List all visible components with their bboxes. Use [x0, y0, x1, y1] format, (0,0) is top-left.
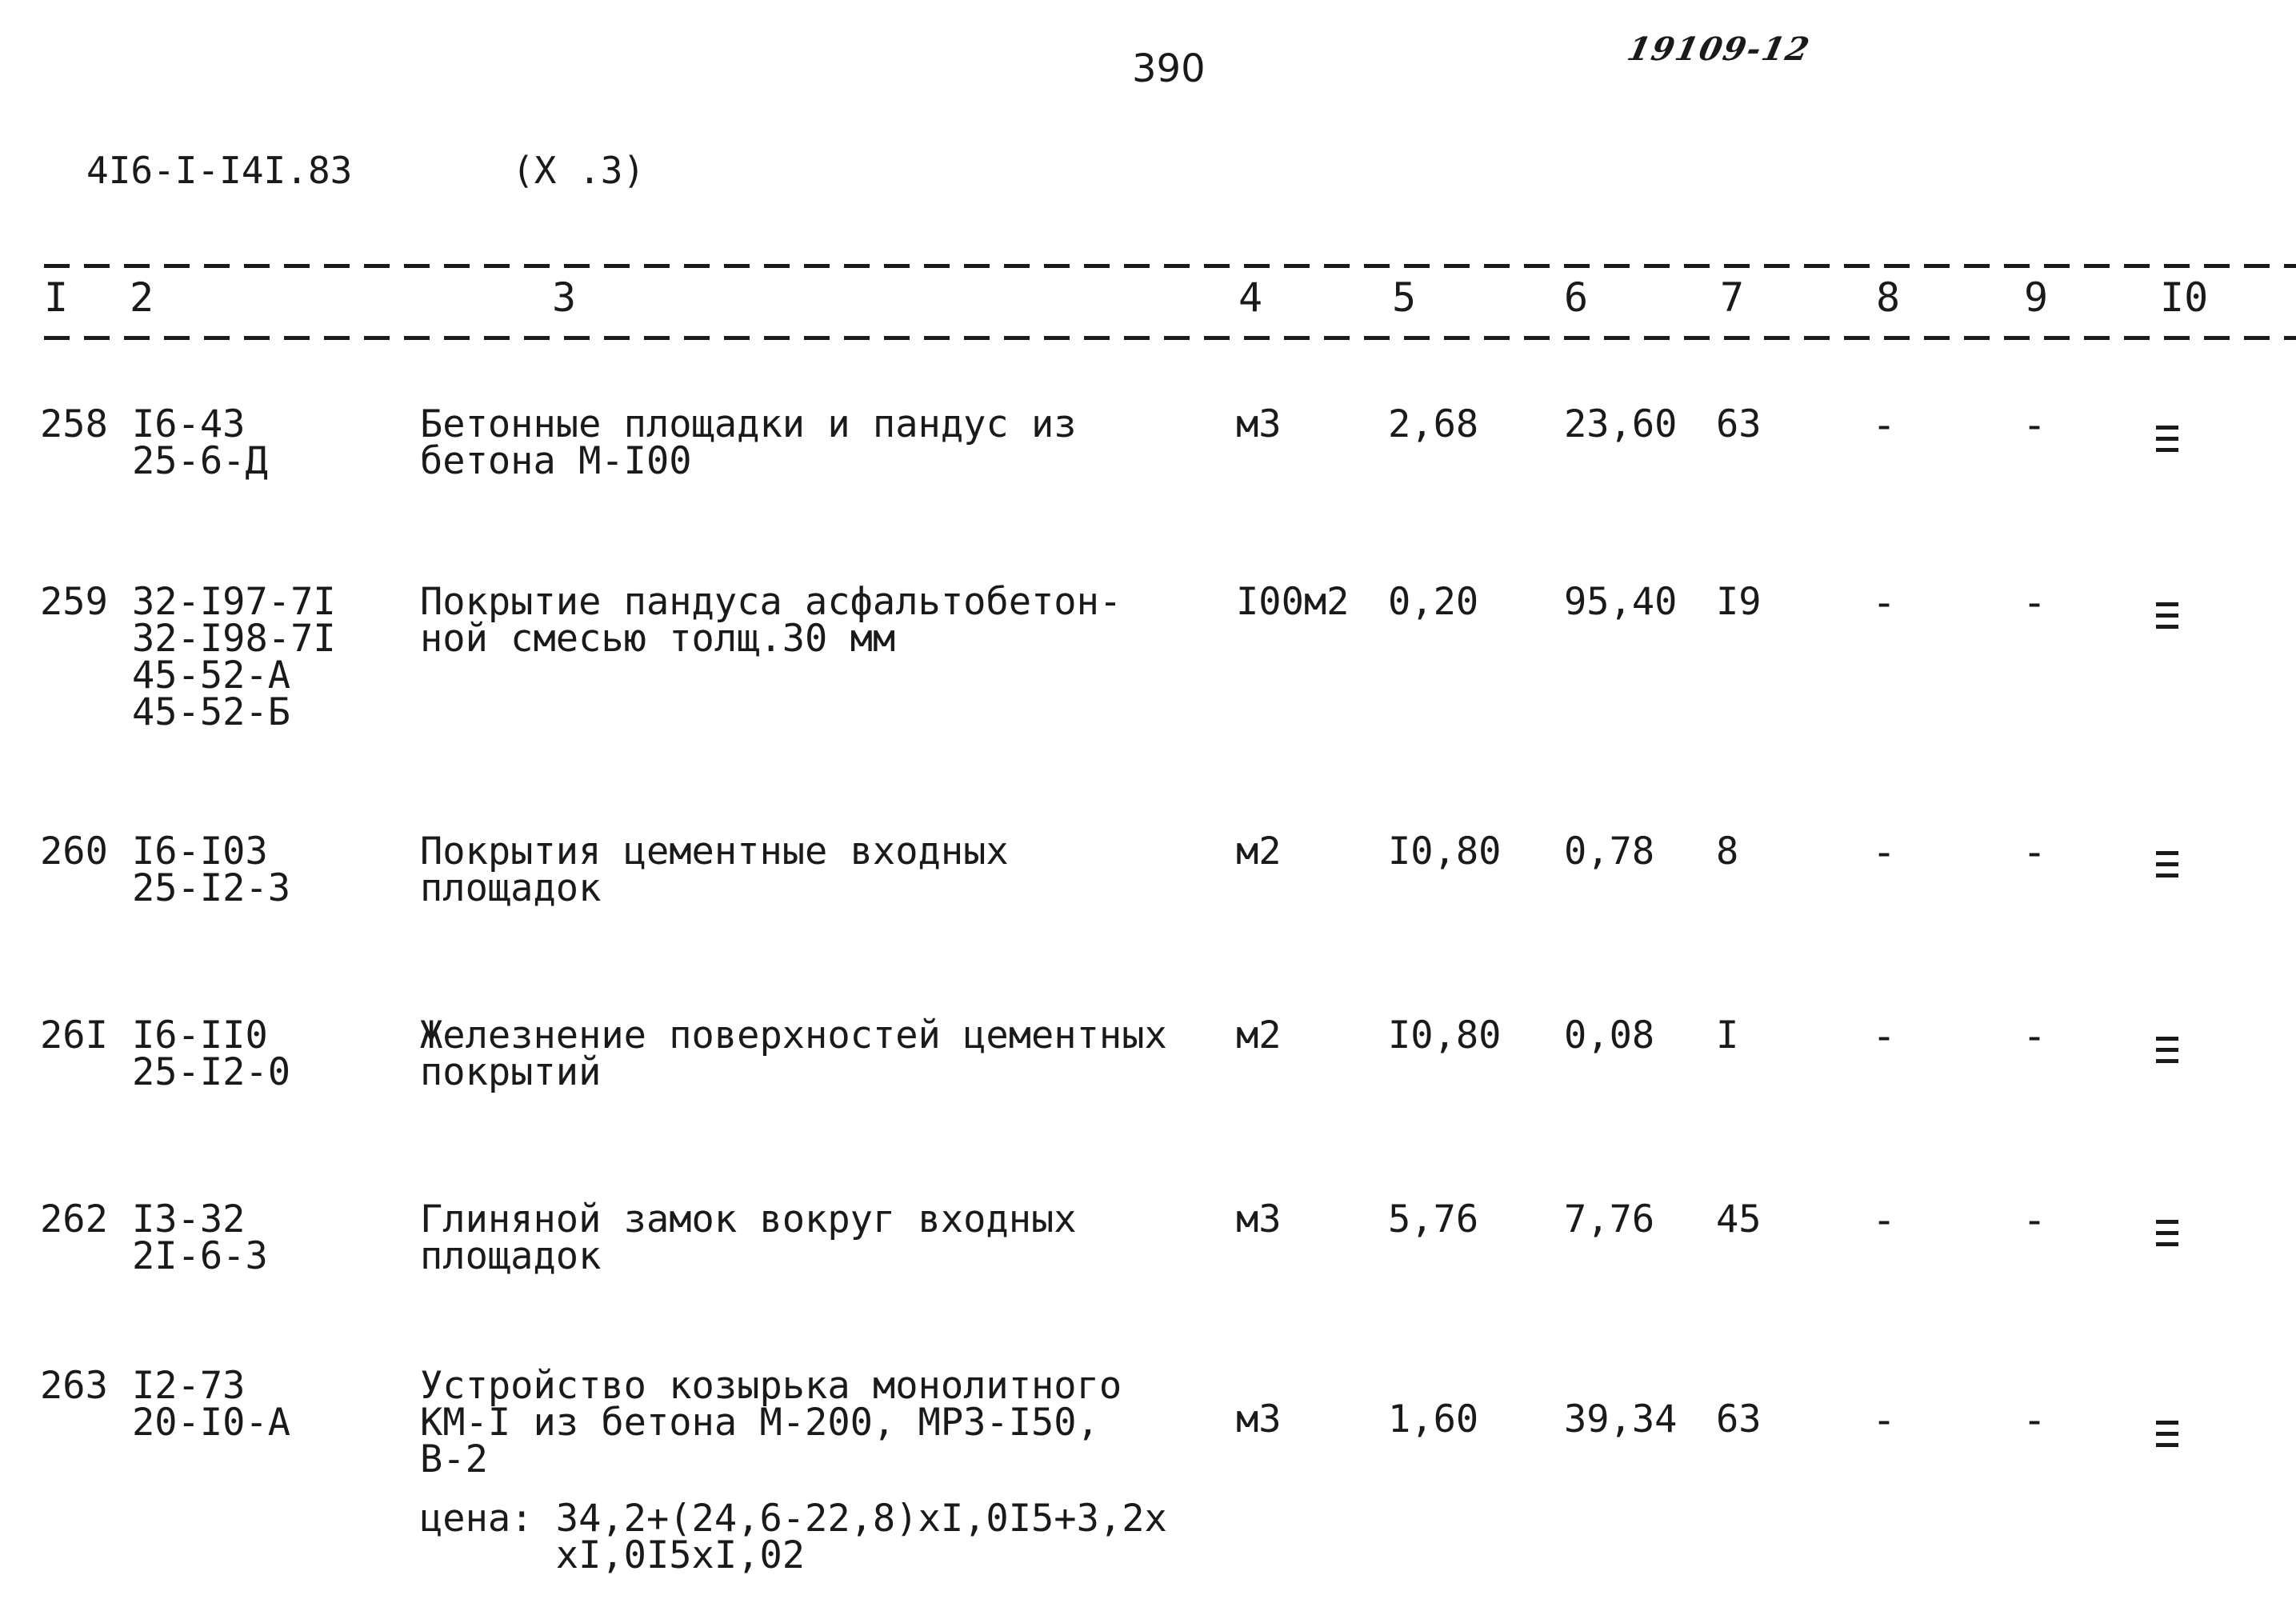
ditto-mark	[2156, 426, 2178, 459]
quantity: 0,20	[1388, 580, 1479, 624]
row-number: 258	[40, 402, 108, 446]
work-description: Покрытия цементные входных площадок	[420, 829, 1009, 910]
unit-price: 95,40	[1564, 580, 1678, 624]
quantity: I0,80	[1388, 829, 1502, 873]
unit-price: 0,78	[1564, 829, 1655, 873]
norm-codes: I6-II0 25-I2-0	[132, 1013, 291, 1094]
unit-price: 7,76	[1564, 1197, 1655, 1241]
ditto-mark	[2156, 602, 2178, 636]
column-header-6: 6	[1564, 274, 1589, 321]
total-cost: 63	[1716, 1397, 1762, 1441]
unit: м2	[1236, 1013, 1282, 1057]
doc-code: 4I6-I-I4I.83	[86, 149, 353, 192]
quantity: I0,80	[1388, 1013, 1502, 1057]
ditto-mark	[2156, 851, 2178, 885]
page-number: 390	[1132, 46, 1206, 91]
unit: м3	[1236, 1397, 1282, 1441]
col9-value: -	[2022, 579, 2047, 626]
total-cost: I9	[1716, 580, 1762, 624]
row-number: 26I	[40, 1013, 108, 1057]
column-header-9: 9	[2024, 274, 2049, 321]
doc-ref: (X .3)	[512, 149, 646, 192]
column-header-4: 4	[1238, 274, 1263, 321]
col9-value: -	[2022, 1197, 2047, 1243]
total-cost: I	[1716, 1013, 1739, 1057]
unit-price: 23,60	[1564, 402, 1678, 446]
col8-value: -	[1872, 1397, 1897, 1443]
col9-value: -	[2022, 1397, 2047, 1443]
col8-value: -	[1872, 1013, 1897, 1059]
row-number: 260	[40, 829, 108, 873]
total-cost: 45	[1716, 1197, 1762, 1241]
col8-value: -	[1872, 829, 1897, 875]
norm-codes: 32-I97-7I 32-I98-7I 45-52-А 45-52-Б	[132, 580, 336, 734]
work-description: Глиняной замок вокруг входных площадок	[420, 1197, 1077, 1278]
total-cost: 63	[1716, 402, 1762, 446]
column-header-1: I	[44, 274, 69, 321]
norm-codes: I2-73 20-I0-А	[132, 1364, 291, 1445]
unit-price: 39,34	[1564, 1397, 1678, 1441]
unit-price: 0,08	[1564, 1013, 1655, 1057]
col8-value: -	[1872, 402, 1897, 448]
ditto-mark	[2156, 1037, 2178, 1070]
unit: м3	[1236, 402, 1282, 446]
quantity: 5,76	[1388, 1197, 1479, 1241]
column-header-7: 7	[1720, 274, 1745, 321]
norm-codes: I6-I03 25-I2-3	[132, 829, 291, 910]
norm-codes: I6-43 25-6-Д	[132, 402, 268, 483]
col9-value: -	[2022, 1013, 2047, 1059]
column-header-3: 3	[552, 274, 577, 321]
total-cost: 8	[1716, 829, 1739, 873]
work-description: Покрытие пандуса асфальтобетон- ной смесью толщ.30 мм	[420, 580, 1122, 661]
row-number: 259	[40, 580, 108, 624]
row-number: 262	[40, 1197, 108, 1241]
column-header-8: 8	[1876, 274, 1901, 321]
work-description: Железнение поверхностей цементных покрытий	[420, 1013, 1167, 1094]
ditto-mark	[2156, 1220, 2178, 1253]
unit: м2	[1236, 829, 1282, 873]
price-note: цена: 34,2+(24,6-22,8)xI,0I5+3,2x xI,0I5xI,02	[420, 1497, 1167, 1577]
unit: I00м2	[1236, 580, 1350, 624]
quantity: 2,68	[1388, 402, 1479, 446]
col9-value: -	[2022, 402, 2047, 448]
handwritten-note: 19109-12	[1624, 30, 1814, 68]
work-description: Бетонные площадки и пандус из бетона М-I00	[420, 402, 1077, 483]
row-number: 263	[40, 1364, 108, 1408]
col8-value: -	[1872, 1197, 1897, 1243]
header-bottom-rule	[44, 336, 2296, 340]
quantity: 1,60	[1388, 1397, 1479, 1441]
col8-value: -	[1872, 579, 1897, 626]
ditto-mark	[2156, 1421, 2178, 1454]
column-header-2: 2	[130, 274, 154, 321]
column-header-10: I0	[2160, 274, 2209, 321]
work-description: Устройство козырька монолитного КМ-I из бетона М-200, МРЗ-I50, В-2	[420, 1364, 1122, 1481]
col9-value: -	[2022, 829, 2047, 875]
unit: м3	[1236, 1197, 1282, 1241]
column-header-5: 5	[1392, 274, 1417, 321]
header-top-rule	[44, 264, 2296, 268]
norm-codes: I3-32 2I-6-3	[132, 1197, 268, 1278]
